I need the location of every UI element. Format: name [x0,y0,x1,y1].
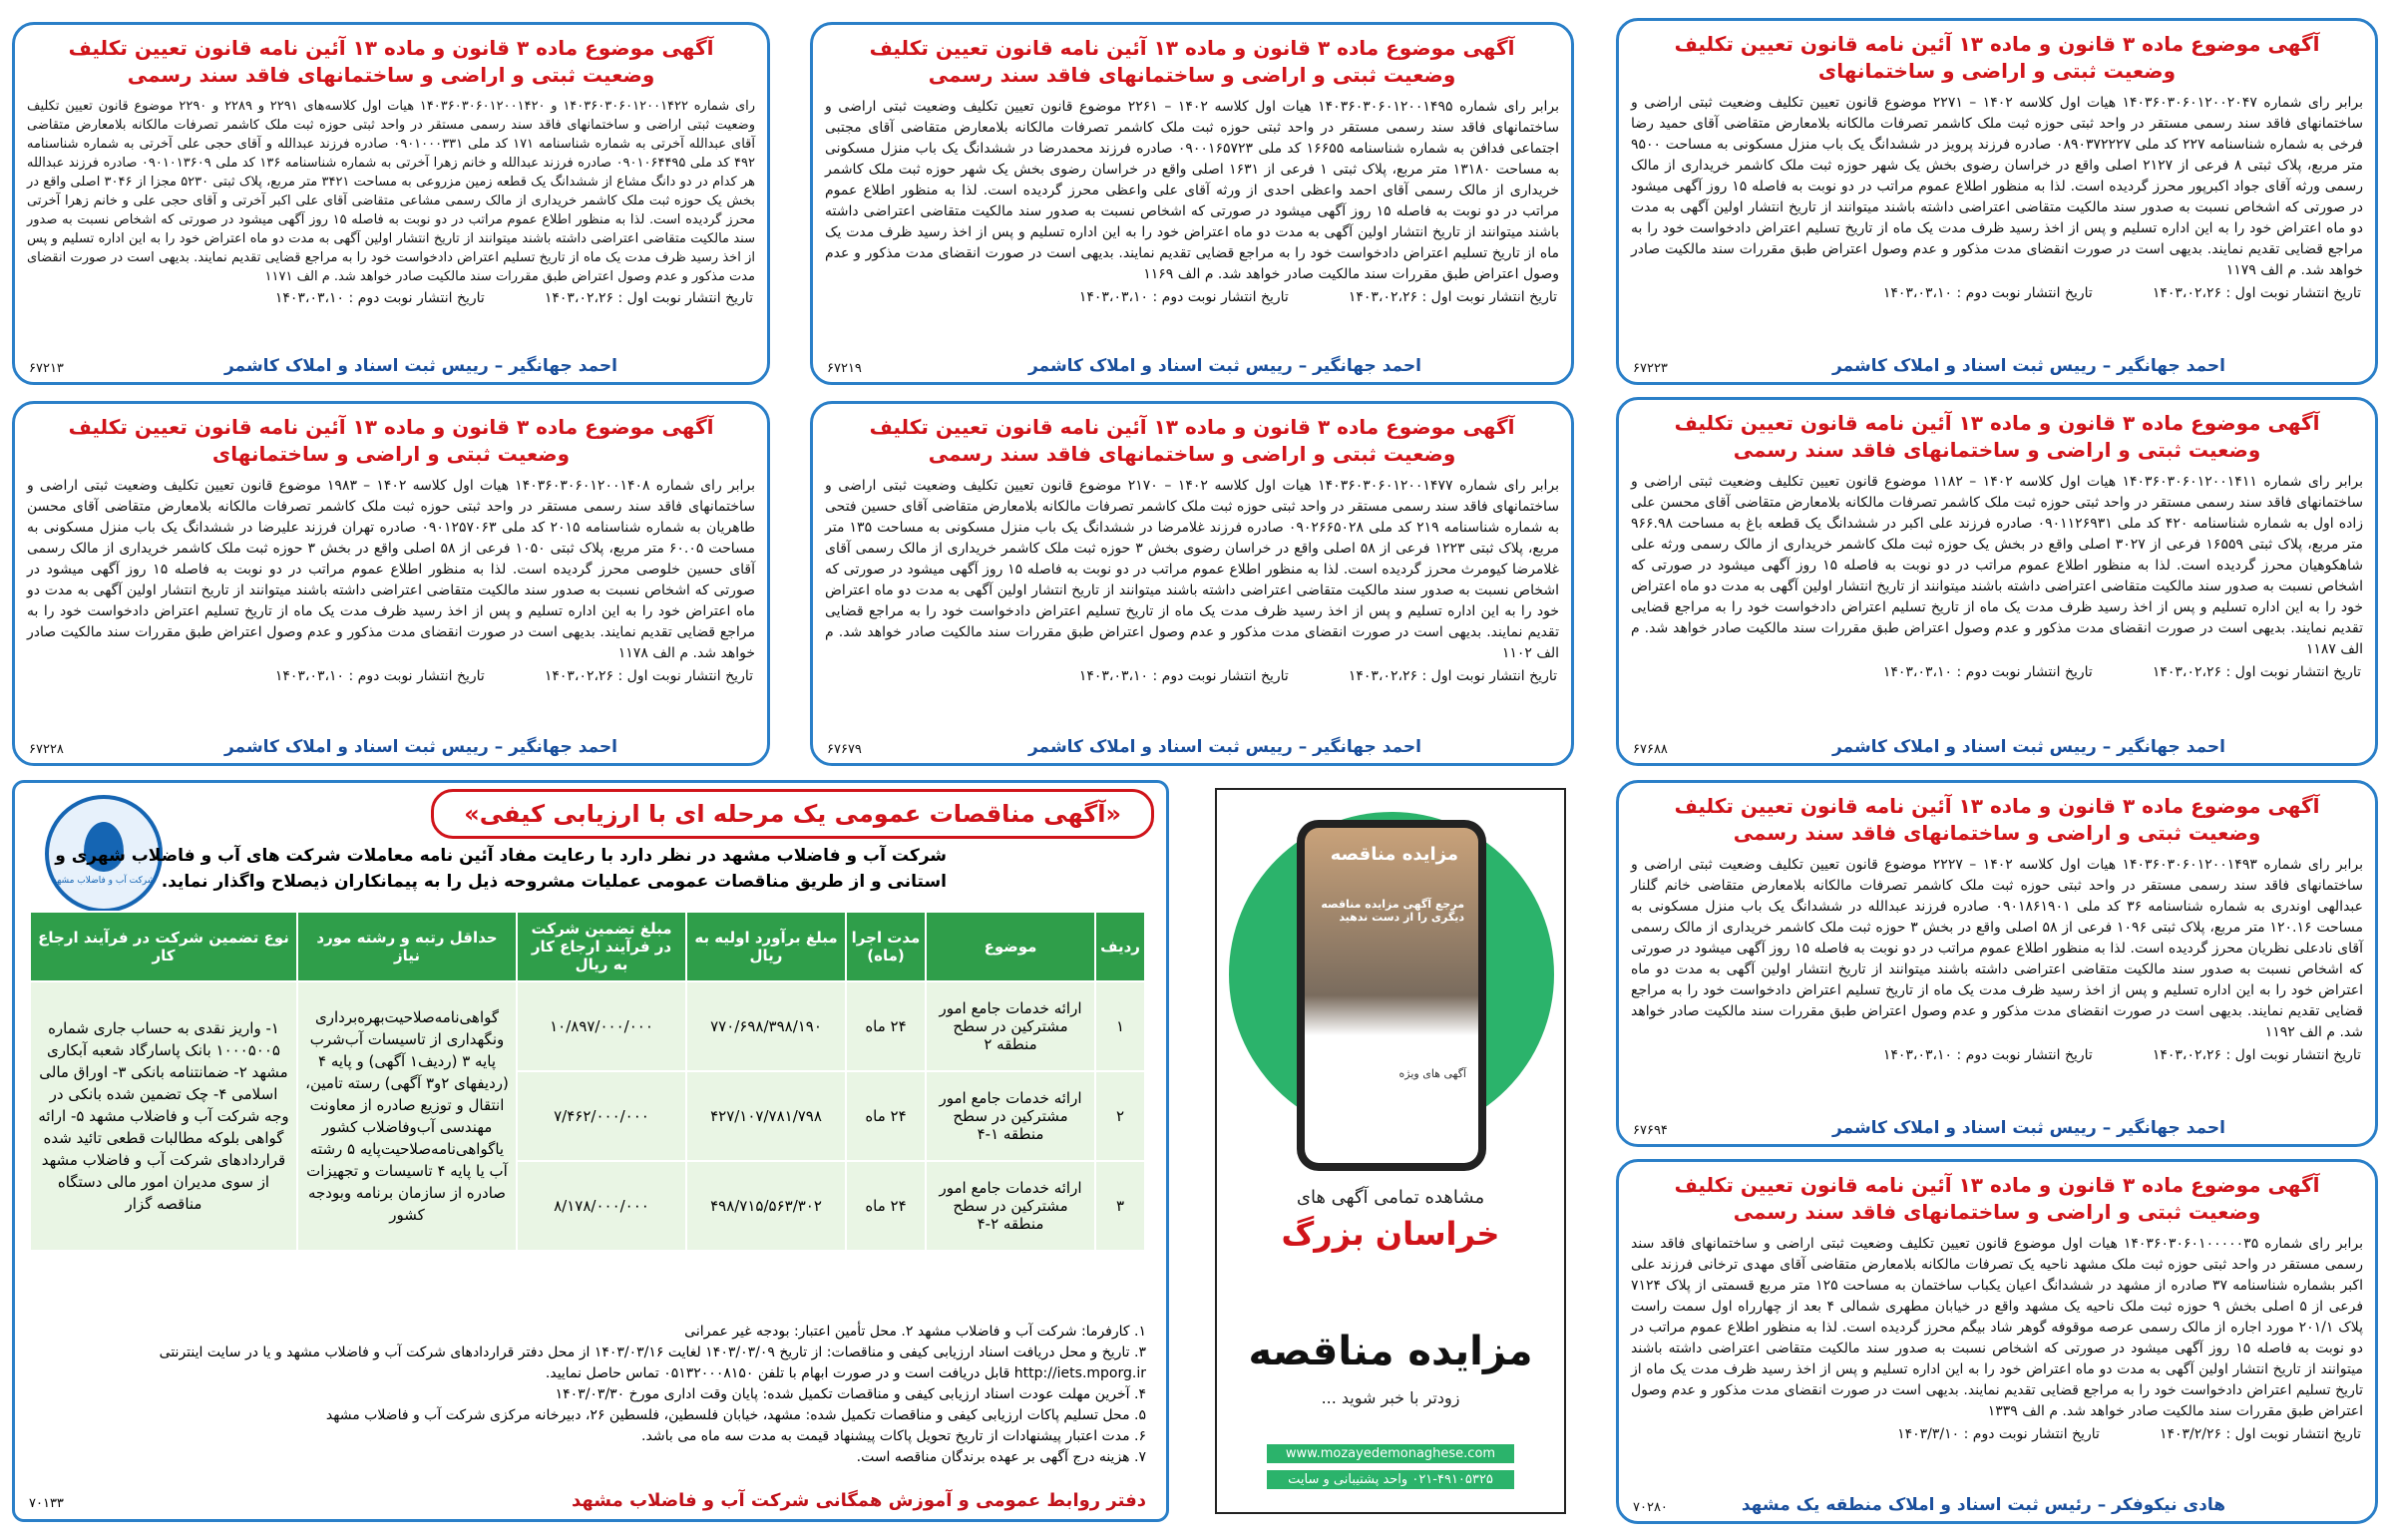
notice-6 [12,401,770,766]
row-subject: ارائه خدمات جامع امور مشترکین در سطح منطقه ۲ [926,981,1095,1071]
col-header: ردیف [1095,912,1145,981]
tender-notice [12,780,1169,1522]
ad-logo: مزایده مناقصه [1248,1329,1533,1374]
notice-body: برابر رای شماره ۱۴۰۳۶۰۳۰۶۰۱۲۰۰۱۴۹۳ هیات اول کلاسه ۱۴۰۲ – ۲۲۲۷ موضوع قانون تعیین تکلیف وضعیت ثبتی اراضی و ساختمانهای فاقد سند رسمی مستقر در واحد ثبتی حوزه ثبت ملک کاشمر تصرفات مالکانه بلامعارض متقاضی خانم گلنار عبدالهی اوندری به شماره شناسنامه ۳۶ کد ملی ۰۹۰۱۸۶۱۹۰۱ صادره فرزند عبدالله در ششدانگ یک باب منزل مسکونی به مساحت ۱۲۰.۱۶ متر مربع، پلاک ثبتی ۱۰۹۶ فرعی از ۵۸ اصلی واقع در بخش ۳ حوزه ثبت ملک کاشمر خریداری از مالک رسمی آقای نادعلی نظریان محرز گردیده است. لذا به منظور اطلاع عموم مراتب در دو نوبت به فاصله ۱۵ روز آگهی میشود در صورتی که اشخاص نسبت به صدور سند مالکیت متقاضی اعتراضی داشته باشند میتوانند از تاریخ انتشار اولین آگهی به مدت دو ماه اعتراض خود را به این اداره تسلیم و پس از اخذ رسید ظرف مدت یک ماه از تاریخ تسلیم اعتراض دادخواست خود را به مراجع قضایی تقدیم نمایند. بدیهی است در صورت انقضای مدت مذکور و عدم وصول اعتراض طبق مقررات سند مالکیت صادر خواهد شد. م الف ۱۱۹۲ [1631,857,2364,1040]
notice-body: برابر رای شماره ۱۴۰۳۶۰۳۰۶۰۱۲۰۰۱۴۷۷ هیات اول کلاسه ۱۴۰۲ – ۲۱۷۰ موضوع قانون تعیین تکلیف وضعیت ثبتی اراضی و ساختمانهای فاقد سند رسمی مستقر در واحد ثبتی حوزه ثبت ملک کاشمر تصرفات مالکانه بلامعارض متقاضی آقای حسین فتحی به شماره شناسنامه ۲۱۹ کد ملی ۰۹۰۲۶۶۵۰۲۸ صادره فرزند غلامرضا در ششدانگ یک باب منزل مسکونی به مساحت ۱۳۵ متر مربع، پلاک ثبتی ۱۲۲۳ فرعی از ۵۸ اصلی واقع در خراسان رضوی بخش ۳ حوزه ثبت ملک کاشمر خریداری از مالک رسمی آقای غلامرضا کیومرث محرز گردیده است. لذا به منظور اطلاع عموم مراتب در دو نوبت به فاصله ۱۵ روز آگهی میشود در صورتی که اشخاص نسبت به صدور سند مالکیت متقاضی اعتراضی داشته باشند میتوانند از تاریخ انتشار اولین آگهی به مدت دو ماه اعتراض خود را به این اداره تسلیم و پس از اخذ رسید ظرف مدت یک ماه از تاریخ تسلیم اعتراض دادخواست خود را به مراجع قضایی تقدیم نمایند. بدیهی است در صورت انقضای مدت مذکور و عدم وصول اعتراض طبق مقررات سند مالکیت صادر خواهد شد. م الف ۱۱۰۲ [825,478,1559,661]
notice-dates: تاریخ انتشار نوبت اول : ۱۴۰۳،۰۲،۲۶ تاریخ انتشار نوبت دوم : ۱۴۰۳،۰۳،۱۰ [1078,289,1557,305]
notice-dates: تاریخ انتشار نوبت اول : ۱۴۰۳،۰۲،۲۶ تاریخ انتشار نوبت دوم : ۱۴۰۳،۰۳،۱۰ [274,668,753,684]
notice-8 [1616,1159,2378,1524]
tender-intro: شرکت آب و فاضلاب مشهد در نظر دارد با رعایت مفاد آئین نامه معاملات شرکت های آب و فاضلاب شهری و استانی و از طریق مناقصات عمومی عملیات مشروحه ذیل را به پیمانکاران ذیصلاح واگذار نماید. [55,846,947,892]
notice-title: آگهی موضوع ماده ۳ قانون و ماده ۱۳ آئین نامه قانون تعیین تکلیف وضعیت ثبتی و اراضی و ساختمانهای [1674,32,2320,83]
corner-ornament [12,725,53,766]
row-deposit: ۸/۱۷۸/۰۰۰/۰۰۰ [517,1161,686,1251]
notice-body: رای شماره ۱۴۰۳۶۰۳۰۶۰۱۲۰۰۱۴۲۲ و ۱۴۰۳۶۰۳۰۶۰۱۲۰۰۱۴۲۰ هیات اول کلاسه‌های ۲۲۹۱ و ۲۲۸۹ و ۲۲۹۰ موضوع قانون تعیین تکلیف وضعیت ثبتی اراضی و ساختمانهای فاقد سند رسمی مستقر در واحد ثبتی حوزه ثبت ملک کاشمر تصرفات مالکانه بلامعارض متقاضی آقای عبدالله آخرتی به شماره شناسنامه ۱۷۱ کد ملی ۰۹۰۱۰۰۰۳۳۱ صادره فرزند عبدالله و آقای حجی علی آخرتی به شماره شناسنامه ۴۹۲ کد ملی ۰۹۰۱۰۶۴۴۹۵ صادره فرزند عبدالله و خانم زهرا آخرتی به شماره شناسنامه ۱۳۶ کد ملی ۰۹۰۱۰۱۳۶۰۹ صادره فرزند عبدالله هر کدام در دو دانگ مشاع از ششدانگ یک قطعه زمین مزروعی به مساحت ۳۴۲۱ متر مربع، پلاک ثبتی ۵۲۳۰ مجزا از ۳۰۴۶ اصلی واقع در بخش یک حوزه ثبت ملک کاشمر خریداری از مالک رسمی مشاعی متقاضی آقای علی اکبر آخرتی و آقای حجی علی و خانم زهرا آخرتی محرز گردیده است. لذا به منظور اطلاع عموم مراتب در دو نوبت به فاصله ۱۵ روز آگهی میشود در صورتی که اشخاص نسبت به صدور سند مالکیت متقاضی اعتراضی داشته باشند میتوانند از تاریخ انتشار اولین آگهی به مدت دو ماه اعتراض خود را به این اداره تسلیم و پس از اخذ رسید ظرف مدت یک ماه از تاریخ تسلیم اعتراض دادخواست خود را به مراجع قضایی تقدیم نمایند. بدیهی است در صورت انقضای مدت مذکور و عدم وصول اعتراض طبق مقررات سند مالکیت صادر خواهد شد. م الف ۱۱۷۱ [27,99,756,284]
notice-code: ۶۷۲۲۸ [29,742,64,757]
row-estimate: ۴۲۷/۱۰۷/۷۸۱/۷۹۸ [686,1071,846,1161]
notice-signature: احمد جهانگیر – رییس ثبت اسناد و املاک کاشمر [1831,737,2225,757]
corner-ornament [12,344,53,385]
notice-body: برابر رای شماره ۱۴۰۳۶۰۳۰۶۰۱۲۰۰۱۴۹۵ هیات اول کلاسه ۱۴۰۲ – ۲۲۶۱ موضوع قانون تعیین تکلیف وضعیت ثبتی اراضی و ساختمانهای فاقد سند رسمی مستقر در واحد ثبتی حوزه ثبت ملک کاشمر تصرفات مالکانه بلامعارض متقاضی آقای مجتبی اجتماعی فدافن به شماره شناسنامه ۱۶۶۵۵ کد ملی ۰۹۰۰۱۶۵۷۲۳ صادره فرزند محمدرضا در ششدانگ یک باب منزل مسکونی به مساحت ۱۳۱۸۰ متر مربع، پلاک ثبتی ۱ فرعی از ۱۶۳۱ اصلی واقع در خراسان رضوی بخش یک شهر حوزه ثبت ملک کاشمر خریداری از مالک رسمی آقای احمد واعظی احدی از ورثه آقای علی واعظی محرز گردیده است. لذا به منظور اطلاع عموم مراتب در دو نوبت به فاصله ۱۵ روز آگهی میشود در صورتی که اشخاص نسبت به صدور سند مالکیت متقاضی اعتراضی داشته باشند میتوانند از تاریخ انتشار اولین آگهی به مدت دو ماه اعتراض خود را به این اداره تسلیم و پس از اخذ رسید ظرف مدت یک ماه از تاریخ تسلیم اعتراض دادخواست خود را به مراجع قضایی تقدیم نمایند. بدیهی است در صورت انقضای مدت مذکور و عدم وصول اعتراض طبق مقررات سند مالکیت صادر خواهد شد. م الف ۱۱۶۹ [825,99,1560,282]
condition-1: ۱. کارفرما: شرکت آب و فاضلاب مشهد ۲. محل تأمین اعتبار: بودجه غیر عمرانی [684,1324,1146,1340]
row-duration: ۲۴ ماه [846,1161,926,1251]
notice-3 [12,22,770,385]
notice-signature: احمد جهانگیر – رییس ثبت اسناد و املاک کاشمر [223,356,617,376]
notice-body: برابر رای شماره ۱۴۰۳۶۰۳۰۶۰۱۲۰۰۱۴۱۱ هیات اول کلاسه ۱۴۰۲ – ۱۱۸۲ موضوع قانون تعیین تکلیف وضعیت ثبتی اراضی و ساختمانهای فاقد سند رسمی مستقر در واحد ثبتی حوزه ثبت ملک کاشمر تصرفات مالکانه بلامعارض متقاضی آقای محسن علی زاده اول به شماره شناسنامه ۴۲۰ کد ملی ۰۹۰۱۱۲۶۹۳۱ صادره فرزند علی اکبر در ششدانگ یک قطعه باغ به مساحت ۹۶۶.۹۸ متر مربع، پلاک ثبتی ۱۶۵۵۹ فرعی از ۳۰۲۷ اصلی واقع در بخش یک حوزه ثبت ملک کاشمر خریداری از مالک رسمی ورثه علی شاهکوهیان محرز گردیده است. لذا به منظور اطلاع عموم مراتب در دو نوبت به فاصله ۱۵ روز آگهی میشود در صورتی که اشخاص نسبت به صدور سند مالکیت متقاضی اعتراضی داشته باشند میتوانند از تاریخ انتشار اولین آگهی به مدت دو ماه اعتراض خود را به این اداره تسلیم و پس از اخذ رسید ظرف مدت یک ماه از تاریخ تسلیم اعتراض دادخواست خود را به مراجع قضایی تقدیم نمایند. بدیهی است در صورت انقضای مدت مذکور و عدم وصول اعتراض طبق مقررات سند مالکیت صادر خواهد شد. م الف ۱۱۸۷ [1631,474,2363,657]
notice-code: ۶۷۶۸۸ [1633,742,1668,757]
row-subject: ارائه خدمات جامع امور مشترکین در سطح منطقه ۱-۴ [926,1071,1095,1161]
promo-advertisement [1215,788,1566,1514]
notice-dates: تاریخ انتشار نوبت اول : ۱۴۰۳،۰۲،۲۶ تاریخ انتشار نوبت دوم : ۱۴۰۳،۰۳،۱۰ [1078,668,1557,684]
notice-title: آگهی موضوع ماده ۳ قانون و ماده ۱۳ آئین نامه قانون تعیین تکلیف وضعیت ثبتی و اراضی و ساختمانهای فاقد سند رسمی [1674,794,2320,845]
corner-ornament [1616,725,1657,766]
tender-signature: دفتر روابط عمومی و آموزش همگانی شرکت آب و فاضلاب مشهد [571,1490,1146,1511]
corner-ornament [810,344,851,385]
notice-signature: احمد جهانگیر – رییس ثبت اسناد و املاک کاشمر [1027,737,1421,757]
notice-code: ۶۷۲۲۳ [1633,361,1668,376]
tender-code: ۷۰۱۳۳ [29,1496,64,1511]
notice-signature: هادی نیکوفکر – رئیس ثبت اسناد و املاک منطقه یک مشهد [1741,1495,2225,1515]
notice-title: آگهی موضوع ماده ۳ قانون و ماده ۱۳ آئین نامه قانون تعیین تکلیف وضعیت ثبتی و اراضی و ساختمانهای فاقد سند رسمی [1674,411,2320,462]
screen-label: آگهی های ویژه [1398,1067,1466,1080]
condition-7: ۷. هزینه درج آگهی بر عهده برندگان مناقصه است. [856,1449,1146,1465]
screen-brand: مزایده مناقصه [1330,844,1458,865]
notice-code: ۶۷۶۹۴ [1633,1123,1668,1138]
phone-screen [1305,828,1478,1163]
notice-2 [810,22,1574,385]
tender-conditions [29,1322,1146,1468]
row-estimate: ۷۷۰/۶۹۸/۳۹۸/۱۹۰ [686,981,846,1071]
condition-3: ۳. تاریخ و محل دریافت اسناد ارزیابی کیفی و مناقصات: از تاریخ ۱۴۰۳/۰۳/۰۹ لغایت ۱۴۰۳/۰۳/۱۶ از محل دفتر قراردادهای شرکت آب و فاضلاب مشهد و یا در سایت اینترنتی http://iets.mporg.ir قابل دریافت است و در صورت ابهام با تلفن ۰۵۱۳۲۰۰۰۸۱۵۰ تماس حاصل نمایید. [159,1345,1146,1381]
notice-code: ۷۰۲۸۰ [1633,1500,1668,1515]
corner-ornament [1616,1483,1657,1524]
guarantee-types: ۱- واریز نقدی به حساب جاری شماره ۱۰۰۰۵۰۰۵ بانک پاسارگاد شعبه آبکاری مشهد ۲- ضمانتنامه بانکی ۳- اوراق مالی اسلامی ۴- چک تضمین شده بانکی در وجه شرکت آب و فاضلاب مشهد ۵- ارائه گواهی بلوکه مطالبات قطعی تائید شده قراردادهای شرکت آب و فاضلاب مشهد از سوی مدیران امور مالی دستگاه مناقصه گزار [30,981,297,1251]
notice-code: ۶۷۲۱۹ [827,361,862,376]
row-deposit: ۱۰/۸۹۷/۰۰۰/۰۰۰ [517,981,686,1071]
phone-mockup [1297,820,1486,1171]
ad-brand: خراسان بزرگ [1281,1215,1500,1253]
notice-dates: تاریخ انتشار نوبت اول : ۱۴۰۳/۲/۲۶ تاریخ انتشار نوبت دوم : ۱۴۰۳/۳/۱۰ [1897,1426,2361,1442]
condition-5: ۵. محل تسلیم پاکات ارزیابی کیفی و مناقصات تکمیل شده: مشهد، خیابان فلسطین، فلسطین ۲۶، دبیرخانه مرکزی شرکت آب و فاضلاب مشهد [325,1407,1146,1423]
notice-body: برابر رای شماره ۱۴۰۳۶۰۳۰۶۰۱۲۰۰۲۰۴۷ هیات اول کلاسه ۱۴۰۲ – ۲۲۷۱ موضوع قانون تعیین تکلیف وضعیت ثبتی اراضی و ساختمانهای فاقد سند رسمی مستقر در واحد ثبتی حوزه ثبت ملک کاشمر تصرفات مالکانه بلامعارض متقاضی آقای حمید رضا فرخی به شماره شناسنامه ۲۲۷ کد ملی ۰۸۹۰۳۷۲۲۲۷ صادره فرزند پرویز در ششدانگ یک باب منزل مسکونی به مساحت ۹۵۰۰ متر مربع، پلاک ثبتی ۸ فرعی از ۲۱۲۷ اصلی واقع در خراسان رضوی بخش یک شهر حوزه ثبت ملک کاشمر خریداری از مالک رسمی ورثه آقای جواد اکبرپور محرز گردیده است. لذا به منظور اطلاع عموم مراتب در دو نوبت به فاصله ۱۵ روز آگهی میشود در صورتی که اشخاص نسبت به صدور سند مالکیت متقاضی اعتراضی داشته باشند میتوانند از تاریخ انتشار اولین آگهی به مدت دو ماه اعتراض خود را به این اداره تسلیم و پس از اخذ رسید ظرف مدت یک ماه از تاریخ تسلیم اعتراض دادخواست خود را به مراجع قضایی تقدیم نمایند. بدیهی است در صورت انقضای مدت مذکور و عدم وصول اعتراض طبق مقررات سند مالکیت صادر خواهد شد. م الف ۱۱۷۹ [1631,95,2364,278]
col-header: حداقل رتبه و رشته مورد نیاز [297,912,517,981]
notice-dates: تاریخ انتشار نوبت اول : ۱۴۰۳،۰۲،۲۶ تاریخ انتشار نوبت دوم : ۱۴۰۳،۰۳،۱۰ [1882,664,2361,680]
notice-signature: احمد جهانگیر – رییس ثبت اسناد و املاک کاشمر [1831,1118,2225,1138]
row-subject: ارائه خدمات جامع امور مشترکین در سطح منطقه ۲-۴ [926,1161,1095,1251]
tender-table [29,911,1146,1252]
notice-title: آگهی موضوع ماده ۳ قانون و ماده ۱۳ آئین نامه قانون تعیین تکلیف وضعیت ثبتی و اراضی و ساختمانهای فاقد سند رسمی [869,415,1515,466]
notice-body: برابر رای شماره ۱۴۰۳۶۰۳۰۶۰۱۲۰۰۱۴۰۸ هیات اول کلاسه ۱۴۰۲ – ۱۹۸۳ موضوع قانون تعیین تکلیف وضعیت ثبتی اراضی و ساختمانهای فاقد سند رسمی مستقر در واحد ثبتی حوزه ثبت ملک کاشمر تصرفات مالکانه بلامعارض متقاضی آقای محسن طاهریان به شماره شناسنامه ۲۰۱۵ کد ملی ۰۹۰۱۲۵۷۰۶۳ صادره تهران فرزند علیرضا در ششدانگ یک باب منزل مسکونی به مساحت ۶۰.۰۵ متر مربع، پلاک ثبتی ۱۰۵۰ فرعی از ۵۸ اصلی واقع در بخش ۳ حوزه ثبت ملک کاشمر خریداری از مالک رسمی آقای حسین خلوصی محرز گردیده است. لذا به منظور اطلاع عموم مراتب در دو نوبت به فاصله ۱۵ روز آگهی میشود در صورتی که اشخاص نسبت به صدور سند مالکیت متقاضی اعتراضی داشته باشند میتوانند از تاریخ انتشار اولین آگهی به مدت دو ماه اعتراض خود را به این اداره تسلیم و پس از اخذ رسید ظرف مدت یک ماه از تاریخ تسلیم اعتراض دادخواست خود را به مراجع قضایی تقدیم نمایند. بدیهی است در صورت انقضای مدت مذکور و عدم وصول اعتراض طبق مقررات سند مالکیت صادر خواهد شد. م الف ۱۱۷۸ [27,478,756,661]
notice-dates: تاریخ انتشار نوبت اول : ۱۴۰۳،۰۲،۲۶ تاریخ انتشار نوبت دوم : ۱۴۰۳،۰۳،۱۰ [1882,285,2361,301]
col-header: مدت اجرا (ماه) [846,912,926,981]
ad-slogan: زودتر با خبر شوید ... [1321,1388,1460,1407]
corner-ornament [1616,1106,1657,1147]
condition-4: ۴. آخرین مهلت عودت اسناد ارزیابی کیفی و مناقصات تکمیل شده: پایان وقت اداری مورخ ۱۴۰۳/۰۳/۳۰ [555,1386,1146,1402]
corner-ornament [810,725,851,766]
notice-body: برابر رای شماره ۱۴۰۳۶۰۳۰۶۰۱۰۰۰۰۰۳۵ هیات اول موضوع قانون تعیین تکلیف وضعیت ثبتی اراضی و ساختمانهای فاقد سند رسمی مستقر در واحد ثبتی حوزه ثبت ملک مشهد ناحیه یک تصرفات مالکانه بلامعارض متقاضی آقای مهدی ترخانی فرزند علی اکبر بشماره شناسنامه ۳۷ صادره از مشهد در ششدانگ اعیان یکباب ساختمان به مساحت ۱۲۵ متر مربع قسمتی از پلاک ۷۱۲۴ فرعی از ۵ اصلی بخش ۹ حوزه ثبت ملک ناحیه یک مشهد واقع در خیابان مطهری شمالی ۴ بعد از چهارراه اول سمت راست پلاک ۲۰۱/۱ مورد اجاره از مالک رسمی عرصه موقوفه گوهر شاد بیگم محرز گردیده است. لذا به منظور اطلاع عموم مراتب در دو نوبت به فاصله ۱۵ روز آگهی میشود در صورتی که اشخاص نسبت به صدور سند مالکیت متقاضی اعتراضی داشته باشند میتوانند از تاریخ انتشار اولین آگهی به مدت دو ماه اعتراض خود را به این اداره تسلیم و پس از اخذ رسید ظرف مدت یک ماه از تاریخ تسلیم اعتراض دادخواست خود را به مراجع قضایی تقدیم نمایند. بدیهی است در صورت انقضای مدت مذکور و عدم وصول اعتراض طبق مقررات سند مالکیت صادر خواهد شد. م الف ۱۳۳۹ [1631,1236,2364,1419]
notice-title: آگهی موضوع ماده ۳ قانون و ماده ۱۳ آئین نامه قانون تعیین تکلیف وضعیت ثبتی و اراضی و ساختمانهای فاقد سند رسمی [68,36,714,87]
ad-url[interactable]: www.mozayedemonaghese.com [1267,1444,1514,1463]
row-number: ۳ [1095,1161,1145,1251]
notice-code: ۶۷۲۱۳ [29,361,64,376]
notice-4 [1616,397,2378,766]
row-duration: ۲۴ ماه [846,1071,926,1161]
row-deposit: ۷/۴۶۲/۰۰۰/۰۰۰ [517,1071,686,1161]
notice-title: آگهی موضوع ماده ۳ قانون و ماده ۱۳ آئین نامه قانون تعیین تکلیف وضعیت ثبتی و اراضی و ساختمانهای فاقد سند رسمی [1674,1173,2320,1224]
screen-message: مرجع آگهی مزایده مناقصه دیگری را از دست ندهید [1321,898,1464,924]
condition-6: ۶. مدت اعتبار پیشنهادات از تاریخ تحویل پاکات پیشنهاد قیمت به مدت سه ماه می باشد. [641,1428,1146,1444]
notice-5 [810,401,1574,766]
notice-signature: احمد جهانگیر – رییس ثبت اسناد و املاک کاشمر [1027,356,1421,376]
col-header: نوع تضمین شرکت در فرآیند ارجاع کار [30,912,297,981]
row-number: ۲ [1095,1071,1145,1161]
logo-text: شرکت آب و فاضلاب مشهد [52,876,156,886]
col-header: مبلغ برآورد اولیه به ریال [686,912,846,981]
ad-phone: ۰۲۱-۴۹۱۰۵۳۲۵ واحد پشتیبانی و سایت [1267,1470,1514,1489]
notice-signature: احمد جهانگیر – رییس ثبت اسناد و املاک کاشمر [1831,356,2225,376]
notice-code: ۶۷۶۷۹ [827,742,862,757]
row-number: ۱ [1095,981,1145,1071]
col-header: مبلغ تضمین شرکت در فرآیند ارجاع کار به ریال [517,912,686,981]
notice-title: آگهی موضوع ماده ۳ قانون و ماده ۱۳ آئین نامه قانون تعیین تکلیف وضعیت ثبتی و اراضی و ساختمانهای فاقد سند رسمی [869,36,1515,87]
col-header: موضوع [926,912,1095,981]
corner-ornament [1616,344,1657,385]
notice-dates: تاریخ انتشار نوبت اول : ۱۴۰۳،۰۲،۲۶ تاریخ انتشار نوبت دوم : ۱۴۰۳،۰۳،۱۰ [1882,1047,2361,1063]
notice-dates: تاریخ انتشار نوبت اول : ۱۴۰۳،۰۲،۲۶ تاریخ انتشار نوبت دوم : ۱۴۰۳،۰۳،۱۰ [274,290,753,306]
notice-title: آگهی موضوع ماده ۳ قانون و ماده ۱۳ آئین نامه قانون تعیین تکلیف وضعیت ثبتی و اراضی و ساختمانهای [68,415,714,466]
notice-7 [1616,780,2378,1147]
min-grade: گواهی‌نامه‌صلاحیت‌بهره‌برداری ونگهداری از تاسیسات آب‌شرب پایه ۳ (ردیف‌۱ آگهی) و پایه ۴ (ردیفهای ۲و۳ آگهی) رسته تامین، انتقال و توزیع صادره از معاونت مهندسی آب‌وفاضلاب کشور یاگواهی‌نامه‌صلاحیت‌پایه ۵ رشته آب یا پایه ۴ تاسیسات و تجهیزات صادره از سازمان برنامه وبودجه کشور [297,981,517,1251]
table-row [30,981,1145,1071]
tender-title: «آگهی مناقصات عمومی یک مرحله ای با ارزیابی کیفی» [431,789,1154,839]
notice-signature: احمد جهانگیر – رییس ثبت اسناد و املاک کاشمر [223,737,617,757]
row-duration: ۲۴ ماه [846,981,926,1071]
ad-view-text: مشاهده تمامی آگهی های [1296,1187,1485,1208]
row-estimate: ۴۹۸/۷۱۵/۵۶۳/۳۰۲ [686,1161,846,1251]
notice-1 [1616,18,2378,385]
